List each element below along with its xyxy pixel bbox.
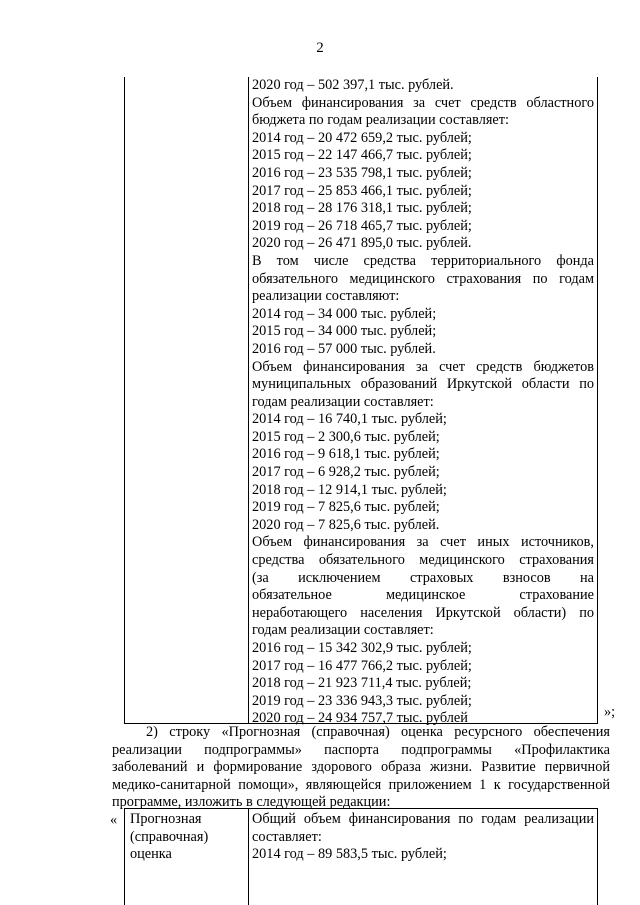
opening-quote: « — [110, 812, 118, 828]
paragraph-line: реализации подпрограммы» паспорта подпрограммы «Профилактика — [112, 741, 610, 758]
row-header-line: оценка — [130, 846, 172, 863]
text-line: 2015 год – 34 000 тыс. рублей; — [252, 323, 437, 340]
text-line: годам реализации составляет: — [252, 393, 434, 410]
text-line: 2018 год – 28 176 318,1 тыс. рублей; — [252, 200, 472, 217]
text-line: 2019 год – 23 336 943,3 тыс. рублей; — [252, 692, 472, 709]
text-line: (за исключением страховых взносов на — [252, 569, 594, 586]
text-line: 2019 год – 7 825,6 тыс. рублей; — [252, 499, 440, 516]
paragraph-line: медико-санитарной помощи», являющейся приложением 1 к государственной — [112, 776, 610, 793]
text-line: 2014 год – 34 000 тыс. рублей; — [252, 305, 437, 322]
row-header-cell — [130, 811, 240, 864]
text-line: обязательное медицинское страхование — [252, 587, 594, 604]
page-number: 2 — [316, 40, 324, 56]
text-line: 2020 год – 24 934 757,7 тыс. рублей — [252, 710, 468, 727]
text-line: составляет: — [252, 828, 322, 845]
row-value-cell — [252, 811, 594, 864]
text-line: 2015 год – 22 147 466,7 тыс. рублей; — [252, 147, 472, 164]
text-line: 2019 год – 26 718 465,7 тыс. рублей; — [252, 217, 472, 234]
table-border-right — [597, 808, 598, 905]
text-line: 2016 год – 23 535 798,1 тыс. рублей; — [252, 164, 472, 181]
funding-table-continuation — [124, 77, 598, 727]
text-line: 2016 год – 9 618,1 тыс. рублей; — [252, 446, 440, 463]
text-line: 2017 год – 16 477 766,2 тыс. рублей; — [252, 657, 472, 674]
text-line: Объем финансирования за счет средств бюджетов — [252, 358, 594, 375]
row-header-line: (справочная) — [130, 828, 209, 845]
text-line: 2016 год – 57 000 тыс. рублей. — [252, 340, 436, 357]
closing-quote: »; — [604, 704, 616, 720]
text-line: 2020 год – 502 397,1 тыс. рублей. — [252, 77, 454, 93]
text-line: 2014 год – 16 740,1 тыс. рублей; — [252, 411, 447, 428]
text-line: В том числе средства территориального фонда — [252, 252, 594, 269]
forecast-table — [124, 808, 598, 905]
text-line: годам реализации составляет: — [252, 622, 434, 639]
table-border-right — [597, 77, 598, 724]
text-line: бюджета по годам реализации составляет: — [252, 112, 509, 129]
text-line: 2014 год – 20 472 659,2 тыс. рублей; — [252, 129, 472, 146]
text-line: Общий объем финансирования по годам реализации — [252, 811, 594, 827]
row-header-line: Прогнозная — [130, 811, 202, 827]
table-border-left — [124, 808, 125, 905]
text-line: 2018 год – 21 923 711,4 тыс. рублей; — [252, 675, 472, 692]
text-line: обязательного медицинского страхования по годам — [252, 270, 594, 287]
text-line: неработающего населения Иркутской области) по — [252, 604, 594, 621]
table-column-divider — [248, 77, 249, 724]
text-line: 2016 год – 15 342 302,9 тыс. рублей; — [252, 640, 472, 656]
text-line: 2017 год – 6 928,2 тыс. рублей; — [252, 464, 440, 481]
text-line: Объем финансирования за счет иных источников, — [252, 534, 594, 551]
paragraph-line: программе, изложить в следующей редакции: — [112, 794, 391, 811]
text-line: 2018 год – 12 914,1 тыс. рублей; — [252, 481, 447, 498]
text-line: 2020 год – 26 471 895,0 тыс. рублей. — [252, 235, 472, 252]
table-column-divider — [248, 808, 249, 905]
text-line: средства обязательного медицинского страхования — [252, 552, 594, 569]
text-line: 2015 год – 2 300,6 тыс. рублей; — [252, 428, 440, 445]
text-line: муниципальных образований Иркутской области по — [252, 376, 594, 393]
paragraph-line: заболеваний и формирование здорового образа жизни. Развитие первичной — [112, 759, 610, 776]
text-line: 2020 год – 7 825,6 тыс. рублей. — [252, 516, 440, 533]
amendment-paragraph — [112, 724, 610, 812]
text-line: 2017 год – 25 853 466,1 тыс. рублей; — [252, 182, 472, 199]
funding-cell — [252, 77, 594, 728]
paragraph-line: 2) строку «Прогнозная (справочная) оценка ресурсного обеспечения — [146, 724, 610, 740]
table-border-left — [124, 77, 125, 724]
text-line: Объем финансирования за счет средств областного — [252, 94, 594, 111]
table-border-top — [124, 808, 598, 809]
text-line: 2014 год – 89 583,5 тыс. рублей; — [252, 846, 447, 863]
text-line: реализации составляют: — [252, 288, 400, 305]
